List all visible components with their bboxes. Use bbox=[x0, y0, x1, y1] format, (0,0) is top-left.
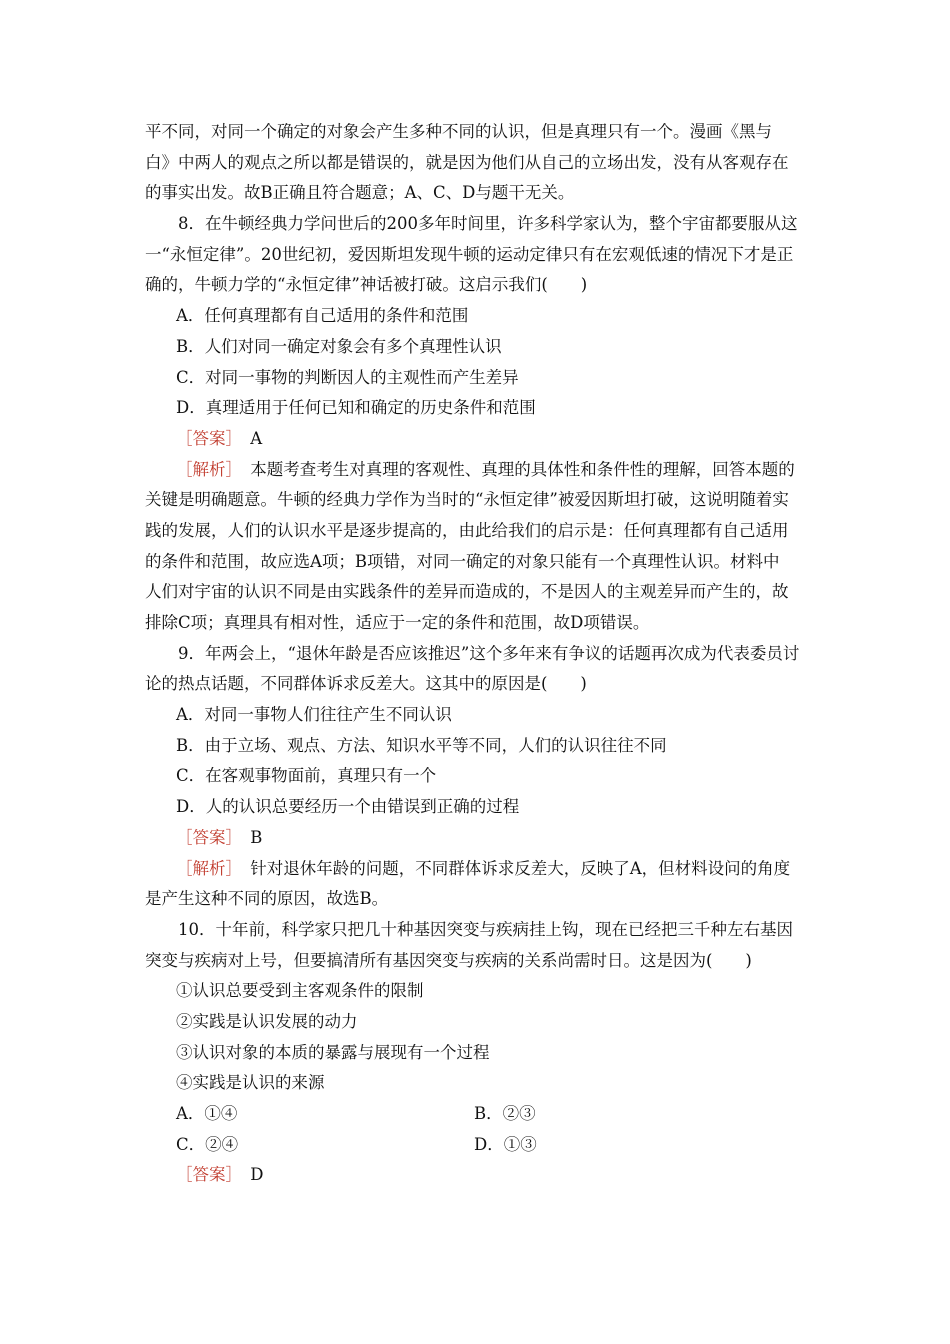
continuation-line: 的事实出发。故B正确且符合题意；A、C、D与题干无关。 bbox=[145, 183, 575, 203]
q9-analysis-line: 是产生这种不同的原因，故选B。 bbox=[145, 889, 389, 909]
q8-option-b: B．人们对同一确定对象会有多个真理性认识 bbox=[176, 336, 502, 356]
q9-answer-value: B bbox=[250, 827, 263, 847]
q9-option-d: D．人的认识总要经历一个由错误到正确的过程 bbox=[176, 797, 520, 817]
q10-item-2: ②实践是认识发展的动力 bbox=[176, 1011, 358, 1031]
q10-item-3: ③认识对象的本质的暴露与展现有一个过程 bbox=[176, 1042, 490, 1062]
q8-stem-line: 8．在牛顿经典力学问世后的200多年时间里，许多科学家认为，整个宇宙都要服从这 bbox=[178, 214, 798, 234]
q8-analysis-line: 人们对宇宙的认识不同是由实践条件的差异而造成的，不是因人的主观差异而产生的，故 bbox=[145, 582, 789, 602]
q9-stem-line: 论的热点话题，不同群体诉求反差大。这其中的原因是( ) bbox=[145, 674, 587, 694]
document-page bbox=[145, 117, 810, 1191]
q8-analysis-line: 的条件和范围，故应选A项；B项错，对同一确定的对象只能有一个真理性认识。材料中 bbox=[145, 551, 780, 571]
q8-analysis-line: 践的发展，人们的认识水平是逐步提高的，由此给我们的启示是：任何真理都有自己适用 bbox=[145, 520, 789, 540]
q10-option-c: C．②④ bbox=[176, 1134, 239, 1154]
q9-stem-line: 9．年两会上，“退休年龄是否应该推迟”这个多年来有争议的话题再次成为代表委员讨 bbox=[178, 643, 800, 663]
answer-label: ［答案］ bbox=[176, 827, 234, 847]
q8-answer bbox=[145, 424, 810, 455]
q10-stem-line: 10．十年前，科学家只把几十种基因突变与疾病挂上钩，现在已经把三千种左右基因 bbox=[178, 919, 793, 939]
answer-label: ［答案］ bbox=[176, 428, 234, 448]
q10-option-b: B．②③ bbox=[474, 1104, 536, 1123]
q8-stem-line: 一“永恒定律”。20世纪初，爱因斯坦发现牛顿的运动定律只有在宏观低速的情况下才是正 bbox=[145, 244, 794, 264]
q8-analysis-line: 关键是明确题意。牛顿的经典力学作为当时的“永恒定律”被爱因斯坦打破，这说明随着实 bbox=[145, 490, 789, 510]
q10-item-1: ①认识总要受到主客观条件的限制 bbox=[176, 981, 424, 1001]
q9-analysis-text: 针对退休年龄的问题，不同群体诉求反差大，反映了A，但材料设问的角度 bbox=[250, 858, 791, 878]
continuation-line: 白》中两人的观点之所以都是错误的，就是因为他们从自己的立场出发，没有从客观存在 bbox=[145, 152, 789, 172]
q9-answer bbox=[145, 823, 810, 854]
q10-answer bbox=[145, 1160, 810, 1191]
q9-option-a: A．对同一事物人们往往产生不同认识 bbox=[176, 705, 452, 725]
q10-answer-value: D bbox=[250, 1165, 264, 1185]
q10-option-a: A．①④ bbox=[176, 1104, 238, 1123]
q9-option-b: B．由于立场、观点、方法、知识水平等不同，人们的认识往往不同 bbox=[176, 735, 667, 755]
q8-analysis-line bbox=[145, 455, 810, 486]
continuation-line: 平不同，对同一个确定的对象会产生多种不同的认识，但是真理只有一个。漫画《黑与 bbox=[145, 122, 772, 141]
q8-option-a: A．任何真理都有自己适用的条件和范围 bbox=[176, 306, 469, 326]
q10-item-4: ④实践是认识的来源 bbox=[176, 1073, 325, 1093]
q10-options-row-2 bbox=[145, 1130, 810, 1161]
q8-answer-value: A bbox=[250, 428, 263, 448]
q9-analysis-line bbox=[145, 854, 810, 885]
q8-option-c: C．对同一事物的判断因人的主观性而产生差异 bbox=[176, 367, 519, 387]
q8-option-d: D．真理适用于任何已知和确定的历史条件和范围 bbox=[176, 398, 536, 418]
q10-option-d: D．①③ bbox=[474, 1134, 537, 1154]
answer-label: ［答案］ bbox=[176, 1165, 234, 1185]
q8-analysis-line: 排除C项；真理具有相对性，适应于一定的条件和范围，故D项错误。 bbox=[145, 613, 650, 632]
q9-option-c: C．在客观事物面前，真理只有一个 bbox=[176, 766, 437, 786]
q10-stem-line: 突变与疾病对上号，但要搞清所有基因突变与疾病的关系尚需时日。这是因为( ) bbox=[145, 950, 752, 970]
q8-stem-line: 确的，牛顿力学的“永恒定律”神话被打破。这启示我们( ) bbox=[145, 275, 588, 295]
q8-analysis-text: 本题考查考生对真理的客观性、真理的具体性和条件性的理解，回答本题的 bbox=[250, 459, 795, 479]
analysis-label: ［解析］ bbox=[176, 858, 234, 878]
analysis-label: ［解析］ bbox=[176, 459, 234, 479]
q10-options-row-1 bbox=[145, 1099, 810, 1130]
